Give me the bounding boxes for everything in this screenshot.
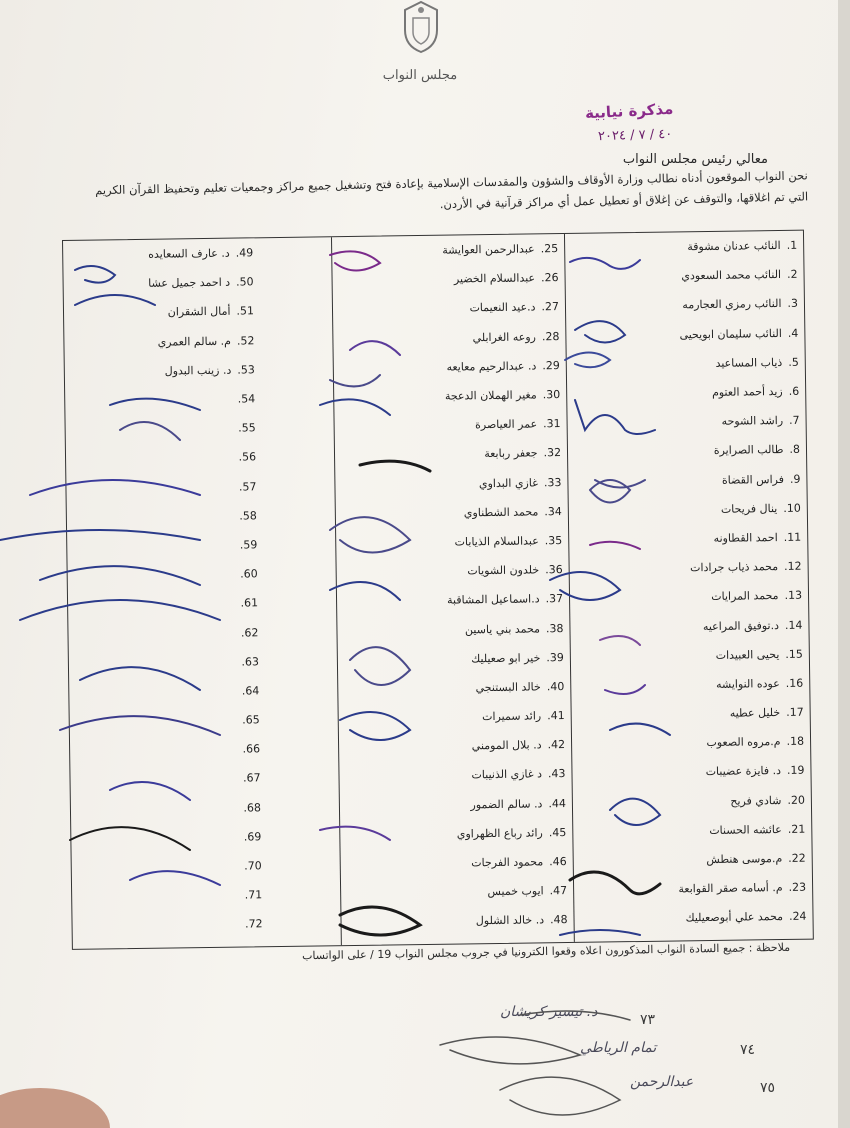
- signatory-row: [70, 763, 340, 796]
- signatory-row: [333, 292, 565, 324]
- signatory-name: د. سالم الضمور: [470, 797, 543, 812]
- signatory-row: [567, 406, 805, 439]
- row-number: 6.: [788, 384, 800, 398]
- signatory-name: محمد الشطناوي: [463, 505, 539, 520]
- signatory-name: م.مروه الصعوب: [706, 735, 781, 750]
- signatory-row: [568, 435, 806, 468]
- signatory-name: عوده النوايشه: [716, 676, 780, 691]
- row-number: 52.: [236, 333, 255, 348]
- row-number: 43.: [547, 767, 566, 781]
- row-number: 71.: [244, 888, 263, 902]
- signatory-name: محمد ذياب جرادات: [690, 560, 779, 575]
- memo-body: نحن النواب الموقعون أدناه نطالب وزارة الأوقاف والشؤون والمقدسات الإسلامية بإعادة فتح وتشغيل جميع مراكز وجمعيات تعليم وتحفيظ القرآن الكريم التي تم اغلاقها، والتوقف عن إغلاق أو تعطيل عمل أي مراكز قرآنية في الأردن.: [95, 168, 809, 212]
- row-number: 64.: [241, 684, 260, 698]
- signatory-row: [339, 730, 571, 762]
- row-number: 66.: [242, 742, 261, 756]
- signatory-row: [72, 879, 342, 912]
- signatory-row: [69, 675, 339, 708]
- signatory-row: [574, 902, 812, 935]
- row-number: 57.: [238, 479, 257, 494]
- row-number: 5.: [788, 355, 799, 369]
- signatory-row: [340, 788, 572, 820]
- signatory-row: [337, 584, 569, 616]
- row-number: 40.: [546, 679, 565, 694]
- row-number: 48.: [549, 913, 568, 927]
- signatory-name: غازي البداوي: [478, 475, 539, 490]
- signatory-name: محمد بني ياسين: [464, 621, 541, 636]
- row-number: 70.: [244, 859, 262, 873]
- signatory-row: [341, 905, 573, 937]
- row-number: 47.: [549, 884, 568, 898]
- extra-row-name: عبدالرحمن: [630, 1074, 694, 1090]
- signatory-row: [574, 844, 812, 877]
- signatory-row: [336, 555, 568, 587]
- signatory-row: [339, 759, 571, 791]
- signatory-name: رائد سميرات: [482, 709, 542, 724]
- signatory-name: عبدالرحمن العوايشة: [442, 242, 535, 257]
- signatory-row: [66, 471, 336, 504]
- row-number: 27.: [541, 300, 560, 314]
- signatory-row: [341, 847, 573, 879]
- row-number: 24.: [788, 910, 807, 924]
- signatory-row: [67, 500, 337, 533]
- signatory-row: [339, 701, 571, 733]
- row-number: 69.: [243, 830, 262, 844]
- signatory-row: [569, 523, 807, 556]
- signatory-row: [341, 876, 573, 908]
- row-number: 60.: [240, 567, 258, 581]
- row-number: 41.: [547, 709, 565, 723]
- finger-in-frame: [0, 1088, 110, 1128]
- signatory-row: [70, 704, 340, 737]
- signatory-row: [69, 646, 339, 679]
- signatory-name: راشد الشوحه: [721, 414, 784, 429]
- signatory-name: د.عيد النعيمات: [469, 300, 536, 315]
- signatory-name: د. زينب البدول: [164, 363, 232, 378]
- signatory-name: د.اسماعيل المشاقبة: [446, 592, 540, 608]
- signatory-name: جعفر ربابعة: [484, 446, 538, 461]
- signatory-name: د. عارف السعايده: [148, 246, 230, 261]
- signatory-row: [335, 438, 567, 470]
- row-number: 72.: [244, 917, 263, 931]
- row-number: 67.: [242, 771, 261, 785]
- row-number: 12.: [784, 559, 802, 574]
- signatory-name: د غازي الذنيبات: [471, 767, 543, 782]
- signatory-row: [570, 610, 808, 643]
- row-number: 50.: [236, 275, 254, 289]
- row-number: 58.: [239, 509, 257, 523]
- signatory-name: م.موسى هنطش: [706, 852, 783, 867]
- signatory-name: خليل عطيه: [729, 706, 781, 720]
- row-number: 9.: [789, 472, 801, 486]
- signatory-row: [567, 347, 805, 380]
- signatory-row: [64, 296, 334, 329]
- row-number: 53.: [237, 363, 255, 377]
- signatory-name: طالب الصرايرة: [713, 443, 784, 458]
- row-number: 46.: [549, 855, 567, 869]
- signatory-row: [334, 380, 566, 412]
- extra-row-name: تمام الرياطي: [580, 1040, 657, 1056]
- signatory-name: د. فايزة عضيبات: [705, 764, 782, 779]
- row-number: 30.: [542, 388, 561, 402]
- column-right: [565, 231, 813, 942]
- row-number: 44.: [548, 796, 567, 810]
- row-number: 54.: [237, 392, 256, 406]
- signatory-row: [570, 581, 808, 614]
- footnote: ملاحظة : جميع السادة النواب المذكورون اعلاه وقعوا الكترونيا في جروب مجلس النواب 19 / على الواتساب: [301, 940, 791, 963]
- signatory-row: [334, 351, 566, 383]
- signatory-row: [72, 850, 342, 883]
- row-number: 8.: [789, 443, 801, 457]
- signatory-row: [569, 493, 807, 526]
- row-number: 18.: [786, 734, 805, 749]
- signatory-name: م. سالم العمري: [157, 334, 232, 349]
- signatory-name: د.توفيق المراعيه: [702, 618, 780, 633]
- signatory-name: د. بلال المومني: [471, 738, 542, 753]
- signatory-name: عمر العياصرة: [474, 417, 538, 432]
- row-number: 23.: [788, 880, 807, 895]
- signatory-row: [67, 558, 337, 591]
- signatory-name: ينال فريحات: [720, 501, 778, 516]
- signatory-name: محمود الفرجات: [471, 855, 544, 870]
- row-number: 68.: [243, 800, 262, 815]
- row-number: 32.: [543, 446, 562, 460]
- row-number: 33.: [543, 475, 562, 489]
- column-left: [63, 237, 343, 949]
- signatory-name: ايوب خميس: [487, 884, 544, 899]
- signatory-row: [65, 354, 335, 387]
- signatory-row: [70, 733, 340, 766]
- row-number: 29.: [542, 358, 560, 373]
- signatures-table: [62, 230, 814, 950]
- row-number: 31.: [543, 417, 561, 431]
- signatory-row: [63, 266, 333, 299]
- coat-of-arms-icon: [393, 0, 449, 54]
- signatory-name: خلدون الشويات: [467, 563, 540, 578]
- signatory-row: [337, 613, 569, 645]
- signatory-row: [68, 587, 338, 620]
- row-number: 19.: [786, 764, 805, 778]
- row-number: 10.: [783, 501, 801, 515]
- signatory-row: [67, 529, 337, 562]
- memo-date: ٤٠ / ٧ / ٢٠٢٤: [597, 126, 673, 145]
- row-number: 49.: [235, 246, 254, 260]
- signatory-name: ذياب المساعيد: [715, 355, 783, 370]
- signatory-row: [332, 234, 564, 266]
- signatory-row: [571, 639, 809, 672]
- extra-row-number: ٧٣: [640, 1012, 656, 1028]
- row-number: 15.: [785, 647, 803, 661]
- row-number: 17.: [786, 705, 804, 720]
- row-number: 63.: [241, 655, 259, 669]
- row-number: 45.: [548, 825, 567, 840]
- row-number: 22.: [788, 851, 806, 865]
- signatory-row: [335, 467, 567, 499]
- row-number: 51.: [236, 304, 255, 319]
- signatory-row: [565, 231, 803, 264]
- row-number: 4.: [787, 326, 799, 340]
- signatory-name: محمد المرايات: [711, 589, 779, 604]
- signatory-row: [572, 756, 810, 789]
- signatory-row: [567, 377, 805, 410]
- signatory-row: [68, 617, 338, 650]
- signatory-name: النائب سليمان ابويحيى: [679, 326, 782, 342]
- signatory-row: [72, 908, 342, 941]
- row-number: 13.: [784, 589, 803, 603]
- row-number: 16.: [785, 676, 804, 690]
- signatory-name: النائب رمزي العجارمه: [682, 297, 782, 312]
- signatory-row: [340, 818, 572, 850]
- signatory-name: محمد علي أبوصعيليك: [685, 910, 784, 925]
- row-number: 61.: [240, 596, 259, 610]
- signatory-row: [336, 526, 568, 558]
- row-number: 42.: [547, 738, 566, 752]
- signatory-row: [333, 322, 565, 354]
- signatory-row: [574, 873, 812, 906]
- signatory-name: د. خالد الشلول: [475, 913, 545, 928]
- signatory-name: احمد القطاونه: [713, 531, 778, 545]
- extra-row-name: د. تيسير كريشان: [500, 1004, 598, 1020]
- row-number: 26.: [540, 271, 559, 285]
- signatory-row: [332, 263, 564, 295]
- signatory-name: م. أسامه صقر القوابعة: [678, 881, 783, 896]
- row-number: 37.: [545, 592, 564, 606]
- signatory-row: [568, 464, 806, 497]
- signatory-name: خير ابو صعيليك: [471, 651, 541, 666]
- row-number: 62.: [240, 625, 259, 640]
- row-number: 21.: [787, 822, 806, 836]
- signatory-name: د احمد جميل عشا: [148, 275, 231, 291]
- signatory-name: روعه الغرابلي: [472, 330, 536, 344]
- signatory-name: فراس القضاة: [721, 472, 784, 487]
- row-number: 38.: [545, 621, 564, 635]
- row-number: 28.: [541, 329, 560, 343]
- signatory-row: [66, 442, 336, 475]
- row-number: 56.: [238, 450, 257, 464]
- memo-title: مذكرة نيابية: [584, 99, 674, 123]
- signatory-row: [334, 409, 566, 441]
- row-number: 11.: [783, 530, 802, 544]
- row-number: 3.: [787, 297, 799, 311]
- column-middle: [331, 234, 575, 945]
- signatory-row: [336, 497, 568, 529]
- row-number: 20.: [787, 793, 805, 807]
- signatory-name: رائد رباع الظهراوي: [456, 826, 543, 841]
- signatory-name: النائب عدنان مشوقة: [687, 239, 781, 254]
- signatory-name: زيد أحمد العتوم: [711, 384, 783, 399]
- signatory-name: د. عبدالرحيم معايعه: [446, 359, 537, 374]
- institution-name: مجلس النواب: [382, 68, 458, 83]
- signatory-name: مغير الهملان الدعجة: [444, 388, 537, 403]
- signatory-row: [571, 668, 809, 701]
- row-number: 25.: [540, 242, 559, 256]
- signatory-name: يحيى العبيدات: [715, 647, 780, 662]
- row-number: 1.: [786, 238, 798, 252]
- signatory-row: [572, 727, 810, 760]
- row-number: 39.: [546, 650, 564, 664]
- row-number: 65.: [242, 713, 260, 727]
- signatory-name: النائب محمد السعودي: [681, 268, 782, 283]
- signatory-row: [64, 325, 334, 358]
- row-number: 36.: [545, 563, 563, 577]
- signatory-row: [571, 698, 809, 731]
- row-number: 2.: [786, 268, 798, 282]
- signatory-row: [63, 237, 333, 270]
- addressee: معالي رئيس مجلس النواب: [622, 152, 768, 167]
- signatory-name: عبدالسلام الذيابات: [454, 534, 539, 549]
- signatory-row: [573, 814, 811, 847]
- signatory-name: أمال الشقران: [167, 305, 231, 319]
- signatory-row: [338, 672, 570, 704]
- signatory-row: [566, 318, 804, 351]
- signatory-row: [565, 260, 803, 293]
- signatory-row: [573, 785, 811, 818]
- row-number: 59.: [239, 538, 258, 552]
- signatory-row: [71, 821, 341, 854]
- signatory-name: خالد البستنجي: [475, 680, 541, 695]
- extra-row-number: ٧٤: [740, 1042, 756, 1058]
- row-number: 7.: [789, 413, 800, 428]
- signatory-row: [71, 792, 341, 825]
- signatory-name: عائشه الحسنات: [709, 822, 782, 837]
- signatory-row: [65, 383, 335, 416]
- signatory-row: [338, 643, 570, 675]
- signatory-row: [65, 412, 335, 445]
- extra-row-number: ٧٥: [760, 1080, 776, 1096]
- signatory-name: شادي فريح: [730, 793, 782, 808]
- row-number: 35.: [544, 534, 563, 548]
- row-number: 14.: [784, 618, 803, 632]
- row-number: 55.: [238, 421, 256, 435]
- row-number: 34.: [544, 504, 562, 519]
- signatory-row: [566, 289, 804, 322]
- signatory-name: عبدالسلام الخضير: [453, 271, 536, 286]
- signatory-row: [569, 552, 807, 585]
